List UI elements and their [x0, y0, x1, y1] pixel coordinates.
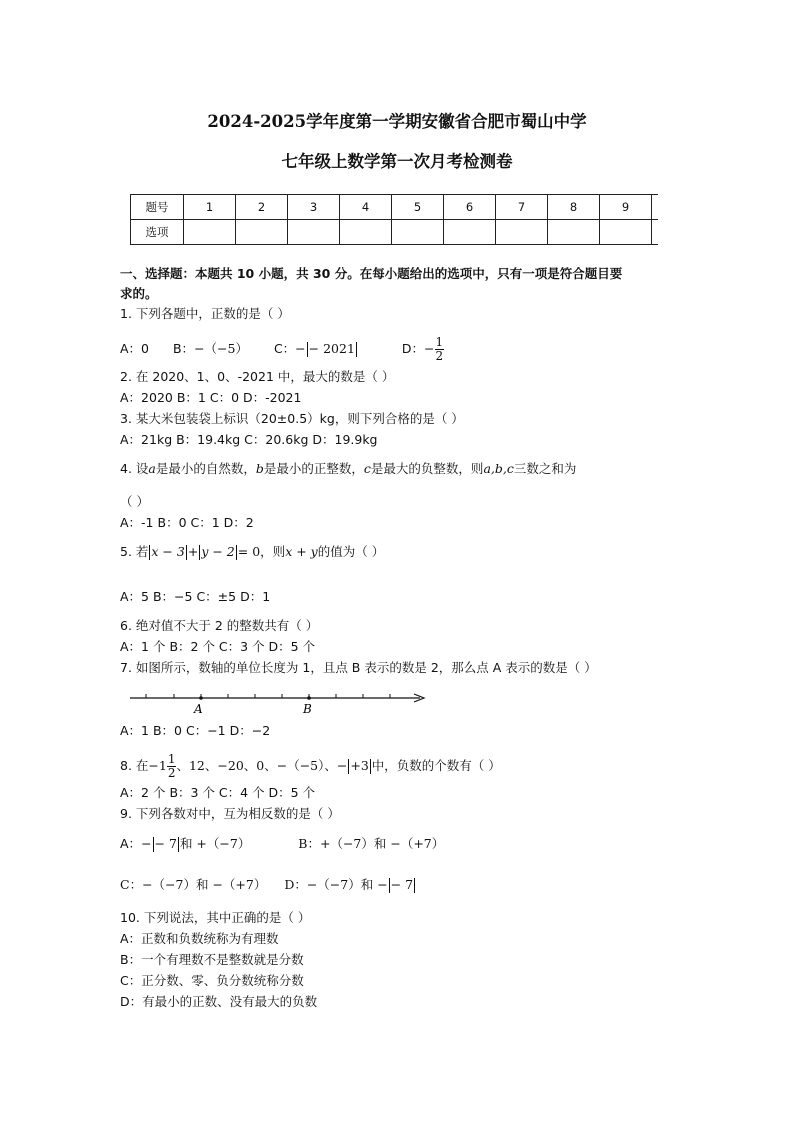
q9-option-d: D：−（−7）和 − — [284, 877, 388, 892]
q1-option-d-label: D： — [401, 341, 425, 356]
q3-stem: 3. 某大米包装袋上标识（20±0.5）kg，则下列合格的是（ ） — [120, 411, 464, 426]
answer-table-col-number: 8 — [548, 195, 600, 220]
q4-var-a: a — [148, 461, 156, 476]
answer-cell[interactable] — [236, 220, 288, 245]
q9-option-a-sign: − — [141, 836, 152, 851]
q9-options-row1 — [120, 836, 444, 852]
q9-option-a-rest: 和 +（−7） — [179, 836, 251, 851]
q4-text: 三数之和为 — [513, 461, 577, 476]
q1-option-d-fraction — [435, 336, 445, 363]
section-instruction-cont: 求的。 — [120, 286, 158, 301]
q4-vars-abc: a,b,c — [483, 461, 514, 476]
q1-option-c-sign: − — [295, 341, 306, 356]
answer-cell[interactable] — [444, 220, 496, 245]
q1-options — [120, 336, 444, 363]
q8-stem — [120, 753, 501, 780]
q1-option-b-label: B： — [172, 341, 195, 356]
answer-table-cut-cell — [652, 195, 659, 220]
answer-cell[interactable] — [548, 220, 600, 245]
q7-options: A：1 B：0 C：−1 D：−2 — [120, 723, 271, 738]
q4-blank: （ ） — [120, 494, 149, 509]
q4-text: 是最小的自然数， — [155, 461, 256, 476]
q8-text: 中，负数的个数有（ ） — [371, 758, 501, 773]
q10-option-b: B：一个有理数不是整数就是分数 — [120, 952, 304, 967]
q4-text: 是最大的负整数，则 — [370, 461, 484, 476]
answer-cell[interactable] — [392, 220, 444, 245]
answer-table-col-number: 7 — [496, 195, 548, 220]
q1-option-d-sign: − — [424, 341, 435, 356]
q10-option-a: A：正数和负数统称为有理数 — [120, 931, 279, 946]
answer-table-row-label: 题号 — [131, 195, 184, 220]
q1-option-c-inner: − 2021 — [308, 341, 355, 356]
answer-table — [130, 194, 658, 245]
answer-cell[interactable] — [340, 220, 392, 245]
q5-expr-2: y − 2 — [201, 544, 235, 559]
q9-option-d-inner: − 7 — [390, 877, 414, 892]
answer-cell[interactable] — [184, 220, 236, 245]
abs-bar — [178, 837, 179, 852]
answer-cell[interactable] — [496, 220, 548, 245]
abs-bar — [153, 837, 154, 852]
answer-table-col-number: 9 — [600, 195, 652, 220]
q6-options: A：1 个 B：2 个 C：3 个 D：5 个 — [120, 639, 316, 654]
q9-options-row2 — [120, 877, 416, 893]
q5-text: 的值为（ ） — [317, 544, 385, 559]
q8-text: 8. 在 — [120, 758, 149, 773]
fraction-numerator: 1 — [435, 335, 444, 349]
exam-subtitle: 七年级上数学第一次月考检测卷 — [281, 152, 513, 171]
q4-options: A：-1 B：0 C：1 D：2 — [120, 515, 254, 530]
abs-bar — [236, 545, 237, 560]
q9-option-a-inner: − 7 — [154, 836, 177, 851]
answer-table-row-label: 选项 — [131, 220, 184, 245]
point-a — [199, 696, 203, 700]
q8-number-list: 、12、−20、0、−（−5）、− — [176, 758, 348, 773]
exam-title: 2024-2025学年度第一学期安徽省合肥市蜀山中学 — [207, 112, 587, 131]
abs-bar — [307, 342, 308, 357]
q9-option-a-label: A： — [120, 836, 142, 851]
q5-stem — [120, 544, 384, 560]
answer-table-answer-row — [131, 220, 659, 245]
q9-stem: 9. 下列各数对中，互为相反数的是（ ） — [120, 806, 340, 821]
q2-stem: 2. 在 2020、1、0、-2021 中，最大的数是（ ） — [120, 369, 395, 384]
q10-option-c: C：正分数、零、负分数统称分数 — [120, 973, 304, 988]
q5-options: A：5 B：−5 C：±5 D：1 — [120, 589, 271, 604]
abs-bar — [389, 878, 390, 893]
q8-options: A：2 个 B：3 个 C：4 个 D：5 个 — [120, 785, 316, 800]
answer-table-cut-cell — [652, 220, 659, 245]
q4-var-c: c — [363, 461, 371, 476]
q9-option-b: B：+（−7）和 −（+7） — [298, 836, 445, 851]
q4-text: 是最小的正整数， — [263, 461, 364, 476]
q1-option-b-expr: −（−5） — [194, 341, 248, 356]
q2-options: A：2020 B：1 C：0 D：-2021 — [120, 390, 302, 405]
abs-bar — [370, 759, 371, 774]
q4-stem — [120, 461, 576, 477]
answer-cell[interactable] — [288, 220, 340, 245]
answer-table-col-number: 4 — [340, 195, 392, 220]
answer-table-col-number: 3 — [288, 195, 340, 220]
point-b-label: B — [303, 702, 312, 716]
q10-stem: 10. 下列说法，其中正确的是（ ） — [120, 910, 311, 925]
q4-var-b: b — [255, 461, 264, 476]
q7-stem: 7. 如图所示，数轴的单位长度为 1，且点 B 表示的数是 2，那么点 A 表示的数是（ ） — [120, 660, 597, 675]
point-a-label: A — [194, 702, 203, 716]
q5-text: ，则 — [260, 544, 286, 559]
answer-table-col-number: 5 — [392, 195, 444, 220]
q1-stem: 1. 下列各题中，正数的是（ ） — [120, 306, 290, 321]
answer-table-col-number: 6 — [444, 195, 496, 220]
fraction-denominator: 2 — [435, 349, 444, 363]
abs-bar — [414, 878, 415, 893]
number-line-figure — [128, 687, 428, 717]
answer-cell[interactable] — [600, 220, 652, 245]
q3-options: A：21kg B：19.4kg C：20.6kg D：19.9kg — [120, 432, 378, 447]
answer-table-header-row — [131, 195, 659, 220]
answer-table-col-number: 2 — [236, 195, 288, 220]
q5-expr-sum: x + y — [285, 544, 318, 559]
fraction-denominator: 2 — [167, 766, 176, 780]
q6-stem: 6. 绝对值不大于 2 的整数共有（ ） — [120, 618, 319, 633]
q1-option-a: A：0 — [120, 341, 150, 356]
point-b — [307, 696, 311, 700]
q5-equals: = 0 — [237, 544, 261, 559]
q10-option-d: D：有最小的正数、没有最大的负数 — [120, 994, 318, 1009]
q5-expr-1: x − 3 — [151, 544, 185, 559]
q8-mixed-whole: −1 — [148, 758, 167, 773]
fraction-numerator: 1 — [167, 752, 176, 766]
abs-bar — [356, 342, 357, 357]
q5-text: 5. 若 — [120, 544, 149, 559]
q5-plus: + — [187, 544, 199, 559]
q4-text: 4. 设 — [120, 461, 149, 476]
q9-option-c: C：−（−7）和 −（+7） — [120, 877, 267, 892]
answer-table-col-number: 1 — [184, 195, 236, 220]
q8-abs-inner: +3 — [350, 758, 369, 773]
abs-bar — [186, 545, 187, 560]
section-instruction: 一、选择题：本题共 10 小题，共 30 分。在每小题给出的选项中，只有一项是符合题目要 — [120, 266, 623, 281]
q1-option-c-label: C： — [273, 341, 296, 356]
